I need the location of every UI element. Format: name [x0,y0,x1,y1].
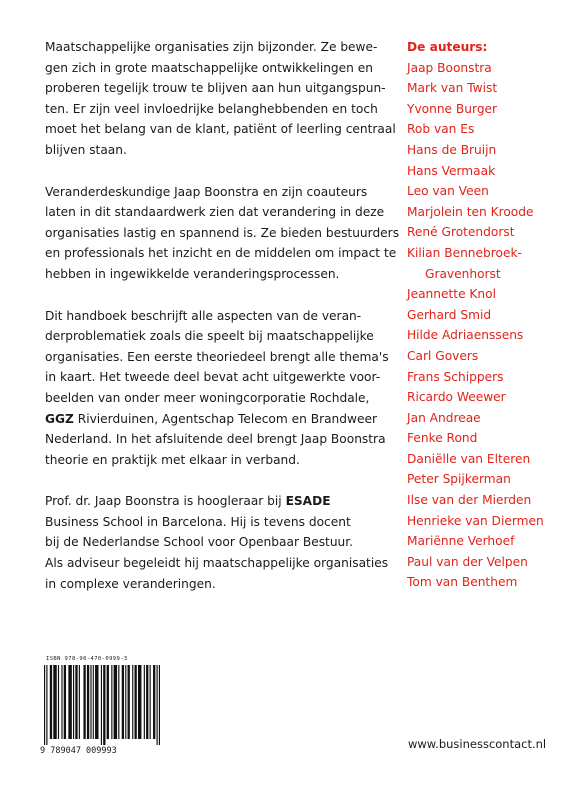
description-paragraph-4 [45,491,389,594]
text-line: Business School in Barcelona. Hij is tevens docent [45,514,351,529]
barcode-bar [90,665,91,739]
text-line: proberen tegelijk trouw te blijven aan hun uitgangspun- [45,81,386,96]
text-line: in kaart. Het tweede deel bevat acht uitgewerkte voor- [45,370,381,385]
author-name: Peter Spijkerman [407,472,511,487]
barcode-bar [75,665,77,739]
text-line: Veranderdeskundige Jaap Boonstra en zijn coauteurs [45,184,368,199]
barcode-bar [144,665,145,739]
barcode-bar [83,665,85,739]
isbn-barcode [40,656,162,756]
barcode-bar [153,665,155,739]
barcode-bar [107,665,109,739]
author-name: Jan Andreae [407,410,481,425]
barcode-bar [138,665,141,739]
barcode-bar [150,665,151,739]
text-line: Dit handboek beschrijft alle aspecten van de veran- [45,308,362,323]
text-line: theorie en praktijk met elkaar in verband. [45,452,300,467]
author-name: Ricardo Weewer [407,390,506,405]
description-paragraph-1 [45,37,396,161]
barcode-bar [111,665,112,739]
barcode-bar [46,665,47,745]
author-name: Leo van Veen [407,184,489,199]
text-line: gen zich in grote maatschappelijke ontwikkelingen en [45,60,373,75]
author-name: Fenke Rond [407,431,478,446]
barcode-bar [61,665,62,739]
text-line: en professionals het inzicht en de middelen om impact te [45,246,397,261]
text-fragment: Prof. dr. Jaap Boonstra is hoogleraar bij [45,494,286,509]
barcode-bar [114,665,117,739]
text-line [45,409,385,430]
author-name: Hans Vermaak [407,163,496,178]
publisher-website: www.businesscontact.nl [408,737,547,751]
text-line: in complexe veranderingen. [45,576,216,591]
author-name: Jaap Boonstra [407,60,492,75]
barcode-bar [50,665,52,739]
barcode-bar [44,665,45,745]
authors-heading: De auteurs: [407,40,488,54]
text-line: bij de Nederlandse School voor Openbaar Bestuur. [45,535,354,550]
text-line: Maatschappelijke organisaties zijn bijzonder. Ze bewe- [45,40,378,54]
barcode-bar [157,665,158,745]
ggz-wordmark: GGZ [45,411,74,426]
description-paragraph-3 [45,306,389,471]
author-name: Marjolein ten Kroode [407,204,534,219]
text-line: organisaties lastig en spannend is. Ze bieden bestuurders [45,225,400,240]
text-fragment: Rivierduinen, Agentschap Telecom en Brandweer [73,411,377,426]
barcode-bar [73,665,74,739]
barcode-bar [132,665,133,739]
text-line: moet het belang van de klant, patiënt of leerling centraal [45,122,396,137]
authors-column [407,37,577,593]
barcode-bar [118,665,119,739]
text-line: organisaties. Een eerste theoriedeel brengt alle thema's [45,349,389,364]
author-name: Gerhard Smid [407,307,492,322]
author-name: Tom van Benthem [407,575,518,590]
esade-wordmark: ESADE [285,494,331,509]
author-name: Yvonne Burger [407,101,498,116]
text-line: derproblematiek zoals die speelt bij maatschappelijke [45,329,374,344]
barcode-bar [68,665,71,739]
barcode-bar [103,665,105,745]
barcode-bar [95,665,98,739]
author-name: Henrieke van Diermen [407,513,544,528]
barcode-bar [122,665,124,739]
barcode-bar [125,665,126,739]
text-line: laten in dit standaardwerk zien dat verandering in deze [45,205,385,220]
author-name: Paul van der Velpen [407,554,528,569]
text-line: blijven staan. [45,142,127,157]
barcode-bar [128,665,130,739]
barcode-digits: 9 789047 009993 [40,746,117,756]
barcode-bar [79,665,80,739]
author-name: Kilian Bennebroek- [407,245,522,260]
author-name: Jeannette Knol [407,287,496,302]
barcode-bar [58,665,59,739]
barcode-bar [159,665,160,745]
author-name: Carl Govers [407,348,479,363]
author-name: Daniëlle van Elteren [407,451,531,466]
author-name: Ilse van der Mierden [407,493,532,508]
barcode-bar [64,665,66,739]
author-name: Hans de Bruijn [407,142,497,157]
author-name: Frans Schippers [407,369,504,384]
text-line: Als adviseur begeleidt hij maatschappelijke organisaties [45,556,389,571]
description-column [45,37,400,615]
isbn-label: ISBN 978-90-470-0999-3 [46,656,128,662]
author-name: Rob van Es [407,122,475,137]
barcode-bar [146,665,148,739]
text-line: ten. Er zijn veel invloedrijke belanghebbenden en toch [45,101,378,116]
barcode-bar [87,665,89,739]
barcode-bars [44,665,160,745]
barcode-bar [53,665,56,739]
text-line: Nederland. In het afsluitende deel brengt Jaap Boonstra [45,432,386,447]
author-name: Mark van Twist [407,81,498,96]
author-name: Hilde Adriaenssens [407,328,524,343]
barcode-bar [134,665,136,739]
author-name-continued: Gravenhorst [425,266,501,281]
author-name: René Grotendorst [407,225,515,240]
text-line: beelden van onder meer woningcorporatie Rochdale, [45,390,370,405]
text-line [45,491,385,512]
text-line: hebben in ingewikkelde veranderingsprocessen. [45,266,340,281]
author-name: Mariënne Verhoef [407,534,515,549]
description-paragraph-2 [45,182,400,285]
barcode-bar [101,665,102,745]
barcode-bar [93,665,94,739]
